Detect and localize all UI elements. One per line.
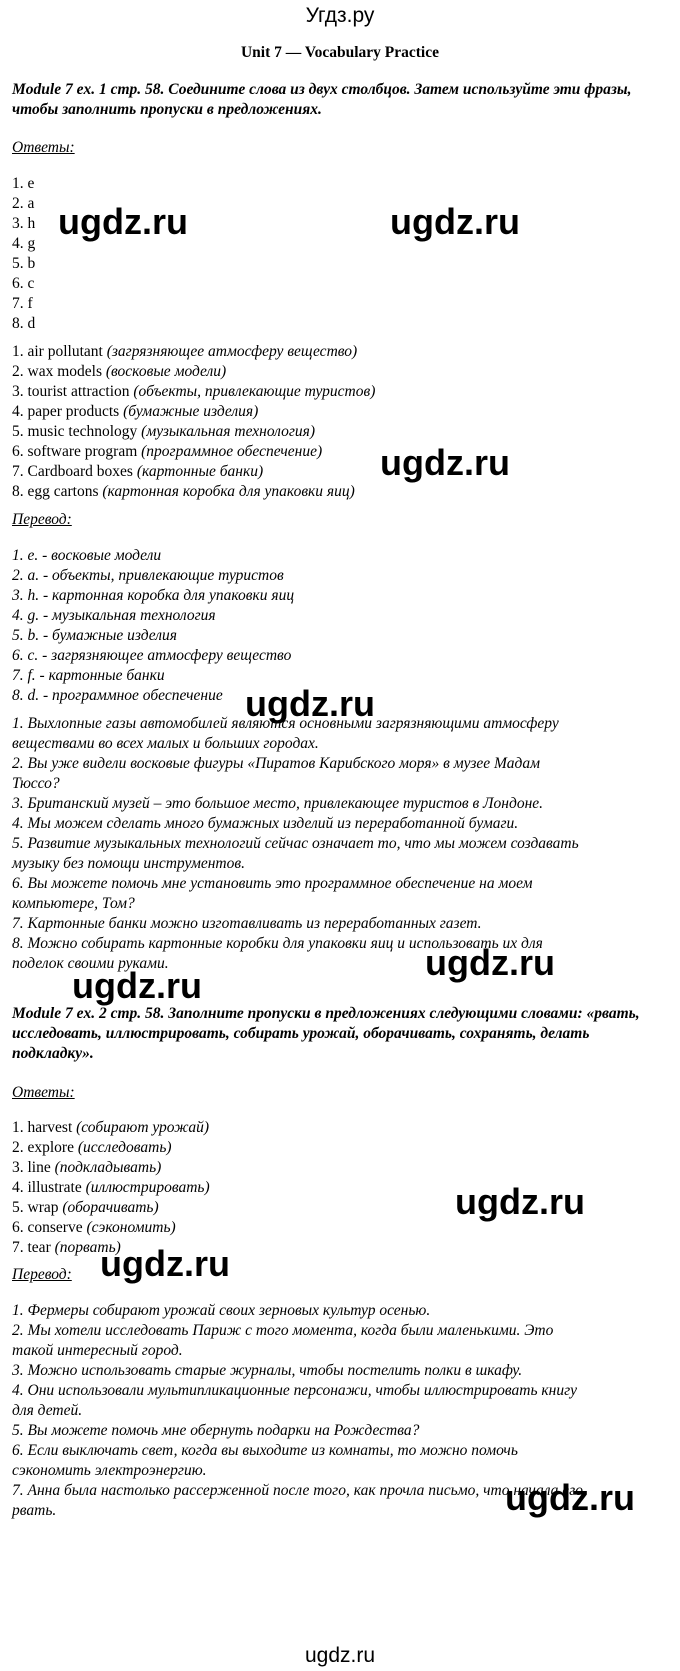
list-item: 4. g bbox=[12, 235, 36, 252]
list-item: 6. c. - загрязняющее атмосферу вещество bbox=[12, 647, 292, 664]
watermark: ugdz.ru bbox=[58, 201, 188, 242]
ex1-translation-label: Перевод: bbox=[12, 511, 72, 528]
list-item: 3. h bbox=[12, 215, 36, 232]
answer-ru: (исследовать) bbox=[77, 1139, 172, 1156]
sentence-line: музыку без помощи инструментов. bbox=[12, 855, 245, 872]
watermark: ugdz.ru bbox=[380, 442, 510, 483]
watermark: ugdz.ru bbox=[72, 965, 202, 1006]
ex2-task: Module 7 ex. 2 стр. 58. Заполните пропуски в предложениях следующими словами: «рвать, исследовать, иллюстрировать, собирать урожай, оборачивать, сохранять, делать подкладку». bbox=[12, 1005, 640, 1062]
answer-en: 1. harvest bbox=[12, 1119, 73, 1136]
list-item: 2. a bbox=[12, 195, 35, 212]
phrase-en: 4. paper products bbox=[12, 403, 120, 420]
sentence-line: 1. Выхлопные газы автомобилей являются основными загрязняющими атмосферу bbox=[12, 715, 559, 732]
phrase-en: 6. software program bbox=[12, 443, 138, 460]
sentence-line: 6. Если выключать свет, когда вы выходите из комнаты, то можно помочь bbox=[12, 1442, 518, 1459]
list-item bbox=[12, 482, 667, 502]
list-item: 5. b. - бумажные изделия bbox=[12, 627, 177, 644]
list-item bbox=[12, 402, 667, 422]
phrase-ru: (загрязняющее атмосферу вещество) bbox=[106, 343, 358, 360]
answer-ru: (оборачивать) bbox=[62, 1199, 159, 1216]
sentence-line: рвать. bbox=[12, 1502, 57, 1519]
list-item bbox=[12, 1118, 667, 1138]
list-item: 7. f bbox=[12, 295, 33, 312]
sentence-line: 2. Вы уже видели восковые фигуры «Пиратов Карибского моря» в музее Мадам bbox=[12, 755, 540, 772]
list-item bbox=[12, 462, 667, 482]
phrase-ru: (картонные банки) bbox=[136, 463, 264, 480]
answer-en: 3. line bbox=[12, 1159, 51, 1176]
list-item: 2. a. - объекты, привлекающие туристов bbox=[12, 567, 284, 584]
watermark: ugdz.ru bbox=[455, 1181, 585, 1222]
sentence-line: 3. Британский музей – это большое место, привлекающее туристов в Лондоне. bbox=[12, 795, 544, 812]
sentence-line: 4. Они использовали мультипликационные персонажи, чтобы иллюстрировать книгу bbox=[12, 1382, 578, 1399]
phrase-ru: (программное обеспечение) bbox=[141, 443, 323, 460]
sentence-line: 8. Можно собирать картонные коробки для упаковки яиц и использовать их для bbox=[12, 935, 543, 952]
phrase-en: 3. tourist attraction bbox=[12, 383, 130, 400]
list-item: 5. b bbox=[12, 255, 36, 272]
phrase-en: 1. air pollutant bbox=[12, 343, 103, 360]
list-item bbox=[12, 382, 667, 402]
watermark: ugdz.ru bbox=[245, 683, 375, 724]
ex1-translation-matches bbox=[12, 546, 667, 706]
ex1-sentences bbox=[12, 714, 667, 974]
list-item: 8. d. - программное обеспечение bbox=[12, 687, 223, 704]
answer-ru: (сэкономить) bbox=[86, 1219, 176, 1236]
ex2-answers-label: Ответы: bbox=[12, 1084, 75, 1101]
ex1-answers-list bbox=[12, 174, 667, 334]
phrase-en: 2. wax models bbox=[12, 363, 102, 380]
list-item bbox=[12, 442, 667, 462]
sentence-line: для детей. bbox=[12, 1402, 83, 1419]
phrase-ru: (объекты, привлекающие туристов) bbox=[133, 383, 376, 400]
answer-ru: (иллюстрировать) bbox=[85, 1179, 210, 1196]
list-item bbox=[12, 342, 667, 362]
list-item: 3. h. - картонная коробка для упаковки яиц bbox=[12, 587, 295, 604]
list-item: 1. e bbox=[12, 175, 35, 192]
list-item bbox=[12, 1138, 667, 1158]
ex1-answers-label: Ответы: bbox=[12, 139, 75, 156]
list-item: 8. d bbox=[12, 315, 36, 332]
sentence-line: 1. Фермеры собирают урожай своих зерновых культур осенью. bbox=[12, 1302, 431, 1319]
list-item: 4. g. - музыкальная технология bbox=[12, 607, 216, 624]
sentence-line: веществами во всех малых и больших городах. bbox=[12, 735, 319, 752]
list-item bbox=[12, 362, 667, 382]
sentence-line: Тюссо? bbox=[12, 775, 60, 792]
sentence-line: 6. Вы можете помочь мне установить это программное обеспечение на моем bbox=[12, 875, 533, 892]
sentence-line: 2. Мы хотели исследовать Париж с того момента, когда были маленькими. Это bbox=[12, 1322, 554, 1339]
sentence-line: сэкономить электроэнергию. bbox=[12, 1462, 207, 1479]
phrase-en: 5. music technology bbox=[12, 423, 138, 440]
sentence-line: 4. Мы можем сделать много бумажных изделий из переработанной бумаги. bbox=[12, 815, 519, 832]
answer-en: 6. conserve bbox=[12, 1219, 83, 1236]
sentence-line: 5. Вы можете помочь мне обернуть подарки на Рождества? bbox=[12, 1422, 420, 1439]
answer-ru: (собирают урожай) bbox=[76, 1119, 210, 1136]
phrase-en: 7. Cardboard boxes bbox=[12, 463, 133, 480]
answer-en: 4. illustrate bbox=[12, 1179, 82, 1196]
site-header[interactable]: Угдз.ру bbox=[305, 4, 375, 27]
list-item: 1. e. - восковые модели bbox=[12, 547, 162, 564]
phrase-ru: (восковые модели) bbox=[105, 363, 227, 380]
answer-en: 2. explore bbox=[12, 1139, 74, 1156]
answer-en: 5. wrap bbox=[12, 1199, 59, 1216]
phrase-en: 8. egg cartons bbox=[12, 483, 99, 500]
list-item: 7. f. - картонные банки bbox=[12, 667, 165, 684]
watermark: ugdz.ru bbox=[505, 1477, 635, 1518]
sentence-line: компьютере, Том? bbox=[12, 895, 135, 912]
ex1-task: Module 7 ex. 1 стр. 58. Соедините слова из двух столбцов. Затем используйте эти фразы, чтобы заполнить пропуски в предложениях. bbox=[12, 81, 632, 118]
watermark: ugdz.ru bbox=[390, 201, 520, 242]
unit-title: Unit 7 — Vocabulary Practice bbox=[240, 44, 440, 61]
sentence-line: 3. Можно использовать старые журналы, чтобы постелить полки в шкафу. bbox=[12, 1362, 523, 1379]
phrase-ru: (бумажные изделия) bbox=[123, 403, 259, 420]
phrase-ru: (музыкальная технология) bbox=[141, 423, 316, 440]
list-item: 6. c bbox=[12, 275, 35, 292]
list-item bbox=[12, 1158, 667, 1178]
list-item bbox=[12, 422, 667, 442]
phrase-ru: (картонная коробка для упаковки яиц) bbox=[102, 483, 355, 500]
answer-en: 7. tear bbox=[12, 1239, 51, 1256]
ex2-translation-label: Перевод: bbox=[12, 1266, 72, 1283]
sentence-line: 7. Картонные банки можно изготавливать из переработанных газет. bbox=[12, 915, 482, 932]
answer-ru: (подкладывать) bbox=[54, 1159, 162, 1176]
sentence-line: поделок своими руками. bbox=[12, 955, 169, 972]
watermark: ugdz.ru bbox=[425, 942, 555, 983]
answer-ru: (порвать) bbox=[54, 1239, 121, 1256]
sentence-line: такой интересный город. bbox=[12, 1342, 183, 1359]
site-footer[interactable]: ugdz.ru bbox=[304, 1644, 376, 1667]
sentence-line: 5. Развитие музыкальных технологий сейчас означает то, что мы можем создавать bbox=[12, 835, 579, 852]
sentence-line: 7. Анна была настолько рассерженной после того, как прочла письмо, что начала его bbox=[12, 1482, 583, 1499]
ex1-phrases-list bbox=[12, 342, 667, 502]
watermark: ugdz.ru bbox=[100, 1243, 230, 1284]
